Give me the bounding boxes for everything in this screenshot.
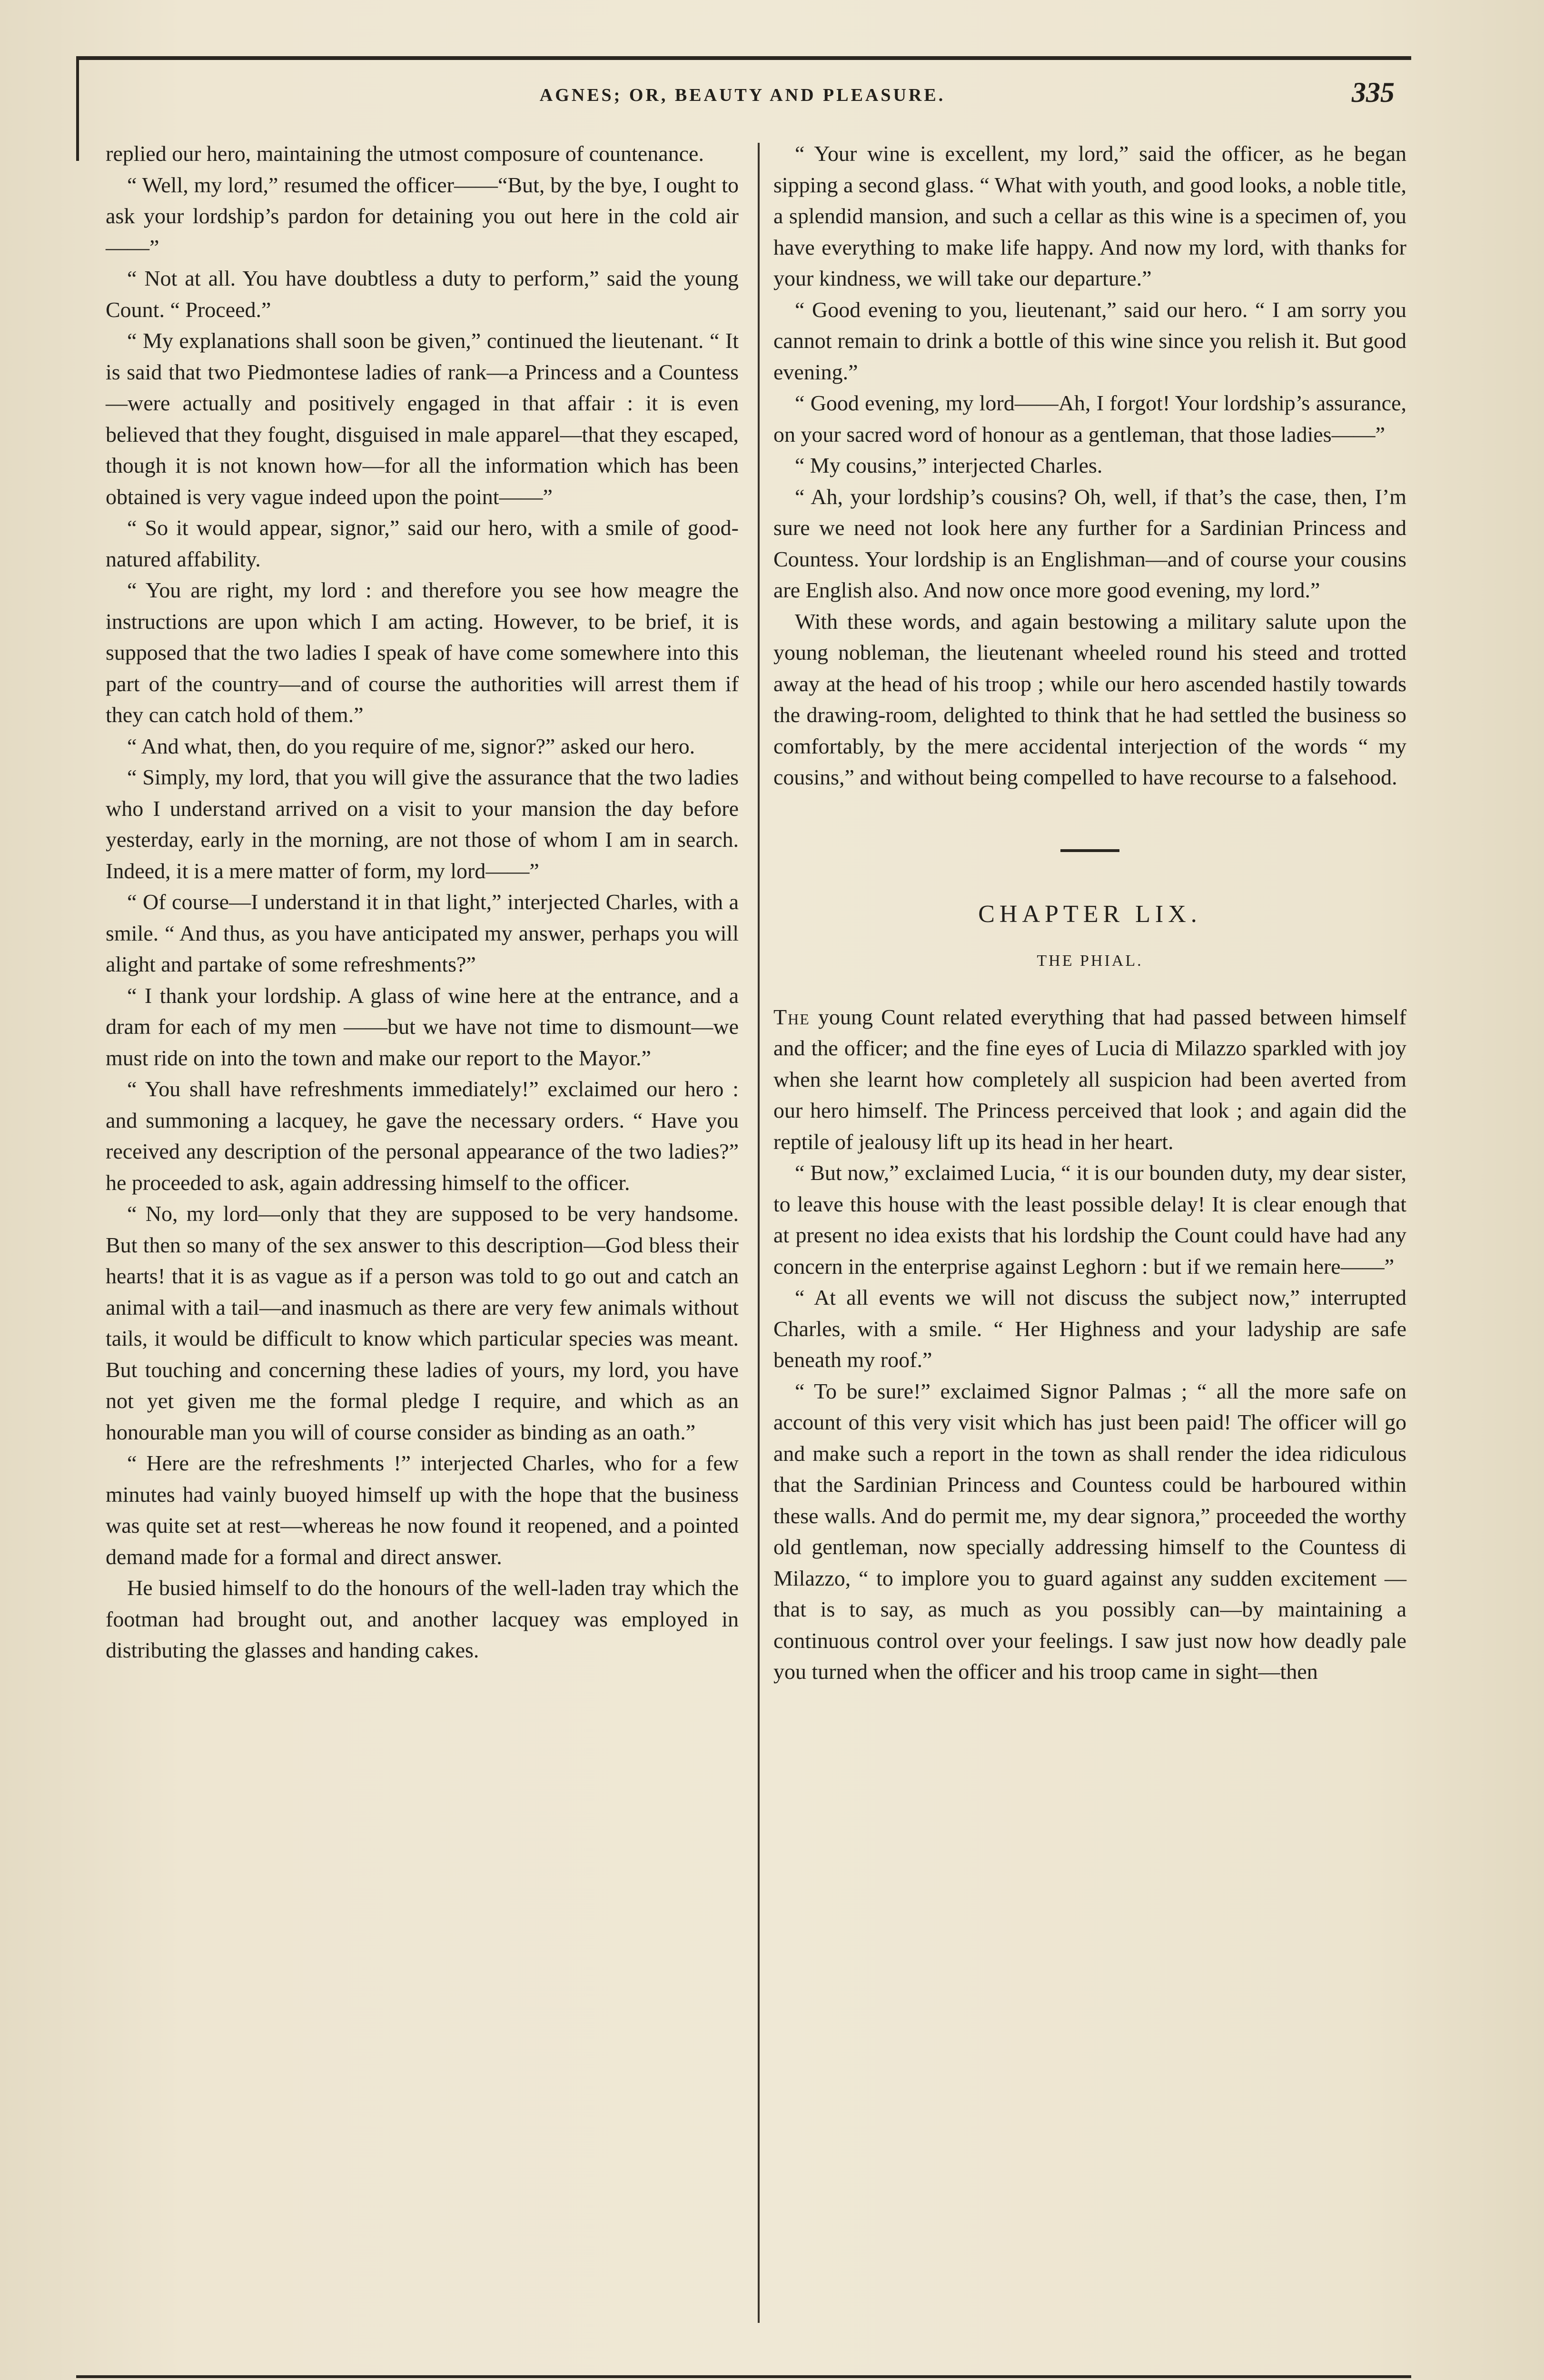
- paragraph: “ Simply, my lord, that you will give the assurance that the two ladies who I understand arrived on a visit to your mansion the day before yesterday, early in the morning, are not those of whom I am in search. Indeed, it is a mere matter of form, my lord——”: [106, 765, 739, 883]
- left-column: [106, 138, 739, 2328]
- chapter-separator-rule: [1060, 849, 1119, 852]
- paragraph: “ To be sure!” exclaimed Signor Palmas ; “ all the more safe on account of this very visit which has just been paid! The officer will go and make such a report in the town as shall render the idea ridiculous that the Sardinian Princess and Countess could be harboured within these walls. And do permit me, my dear signora,” proceeded the worthy old gentleman, now specially addressing himself to the Countess di Milazzo, “ to implore you to guard against any sudden excitement —that is to say, as much as you possibly can—by maintaining a continuous control over your feelings. I saw just now how deadly pale you turned when the officer and his troop came in sight—then: [773, 1378, 1406, 1684]
- paragraph: “ At all events we will not discuss the subject now,” interrupted Charles, with a smile. “ Her Highness and your ladyship are safe beneath my roof.”: [773, 1285, 1406, 1372]
- chapter-subtitle: THE PHIAL.: [1037, 952, 1143, 970]
- running-head: AGNES; OR, BEAUTY AND PLEASURE.: [539, 85, 946, 105]
- paragraph: “ Good evening to you, lieutenant,” said our hero. “ I am sorry you cannot remain to drink a bottle of this wine since you relish it. But good evening.”: [773, 297, 1406, 384]
- paragraph: “ Of course—I understand it in that light,” interjected Charles, with a smile. “ And thus, as you have anticipated my answer, perhaps you will alight and partake of some refreshments?”: [106, 890, 739, 976]
- paragraph: “ My cousins,” interjected Charles.: [795, 453, 1103, 477]
- footer-rule: [76, 2375, 1411, 2378]
- paragraph: “ No, my lord—only that they are supposed to be very handsome. But then so many of the sex answer to this description—God bless their hearts! that it is as vague as if a person was told to go out and catch an animal with a tail—and inasmuch as there are very few animals without tails, it would be difficult to know which particular species was meant. But touching and concerning these ladies of yours, my lord, you have not yet given me the formal pledge I require, and which as an honourable man you will of course consider as binding as an oath.”: [106, 1201, 739, 1444]
- chapter-title: CHAPTER LIX.: [978, 900, 1202, 928]
- paragraph: “ I thank your lordship. A glass of wine here at the entrance, and a dram for each of my men ——but we have not time to dismount—we must ride on into the town and make our report to the Mayor.”: [106, 983, 739, 1070]
- paragraph: With these words, and again bestowing a military salute upon the young nobleman, the lieutenant wheeled round his steed and trotted away at the head of his troop ; while our hero ascended hastily towards the drawing-room, delighted to think that he had settled the business so comfortably, by the mere accidental interjection of the words “ my cousins,” and without being compelled to have recourse to a falsehood.: [773, 609, 1406, 789]
- header-rule: [76, 56, 1411, 60]
- paragraph: “ My explanations shall soon be given,” continued the lieutenant. “ It is said that two Piedmontese ladies of rank—a Princess and a Countess —were actually and positively engaged in that affair : it is even believed that they fought, disguised in male apparel—that they escaped, though it is not known how—for all the information which has been obtained is very vague indeed upon the point——”: [106, 328, 739, 509]
- paragraph: “ Good evening, my lord——Ah, I forgot! Your lordship’s assurance, on your sacred word of honour as a gentleman, that those ladies——”: [773, 391, 1406, 446]
- paragraph: “ Your wine is excellent, my lord,” said the officer, as he began sipping a second glass. “ What with youth, and good looks, a noble title, a splendid mansion, and such a cellar as this wine is a specimen of, you have everything to make life happy. And now my lord, with thanks for your kindness, we will take our departure.”: [773, 141, 1406, 290]
- paragraph: “ And what, then, do you require of me, signor?” asked our hero.: [127, 734, 695, 758]
- paragraph: “ But now,” exclaimed Lucia, “ it is our bounden duty, my dear sister, to leave this house with the least possible delay! It is clear enough that at present no idea exists that his lordship the Count could have had any concern in the enterprise against Leghorn : but if we remain here——”: [773, 1160, 1406, 1279]
- paragraph: “ Well, my lord,” resumed the officer——“But, by the bye, I ought to ask your lordship’s pardon for detaining you out here in the cold air——”: [106, 172, 739, 259]
- column-divider: [758, 143, 760, 2323]
- page-header: [76, 71, 1409, 119]
- page-number: 335: [1352, 77, 1395, 108]
- chapter-lead-word: The: [773, 1004, 810, 1029]
- paragraph: “ So it would appear, signor,” said our hero, with a smile of good-natured affability.: [106, 516, 739, 571]
- paragraph: He busied himself to do the honours of the well-laden tray which the footman had brought out, and another lacquey was employed in distributing the glasses and handing cakes.: [106, 1576, 739, 1662]
- paragraph: “ You are right, my lord : and therefore you see how meagre the instructions are upon which I am acting. However, to be brief, it is supposed that the two ladies I speak of have come somewhere into this part of the country—and of course the authorities will arrest them if they can catch hold of them.”: [106, 578, 739, 727]
- paragraph: “ Not at all. You have doubtless a duty to perform,” said the young Count. “ Proceed.”: [106, 266, 739, 322]
- paragraph: “ Here are the refreshments !” interjected Charles, who for a few minutes had vainly buoyed himself up with the hope that the business was quite set at rest—whereas he now found it reopened, and a pointed demand made for a formal and direct answer.: [106, 1451, 739, 1569]
- chapter-opening-paragraph: [773, 1002, 1406, 1158]
- paragraph: “ You shall have refreshments immediately!” exclaimed our hero : and summoning a lacquey, he gave the necessary orders. “ Have you received any description of the personal appearance of the two ladies?” he proceeded to ask, again addressing himself to the officer.: [106, 1077, 739, 1195]
- chapter-opening-text: young Count related everything that had passed between himself and the officer; and the fine eyes of Lucia di Milazzo sparkled with joy when she learnt how completely all suspicion had been averted from our hero himself. The Princess perceived that look ; and again did the reptile of jealousy lift up its head in her heart.: [773, 1004, 1406, 1154]
- paragraph: replied our hero, maintaining the utmost composure of countenance.: [106, 141, 704, 166]
- paragraph: “ Ah, your lordship’s cousins? Oh, well, if that’s the case, then, I’m sure we need not look here any further for a Sardinian Princess and Countess. Your lordship is an Englishman—and of course your cousins are English also. And now once more good evening, my lord.”: [773, 484, 1406, 602]
- right-column: [773, 138, 1406, 2328]
